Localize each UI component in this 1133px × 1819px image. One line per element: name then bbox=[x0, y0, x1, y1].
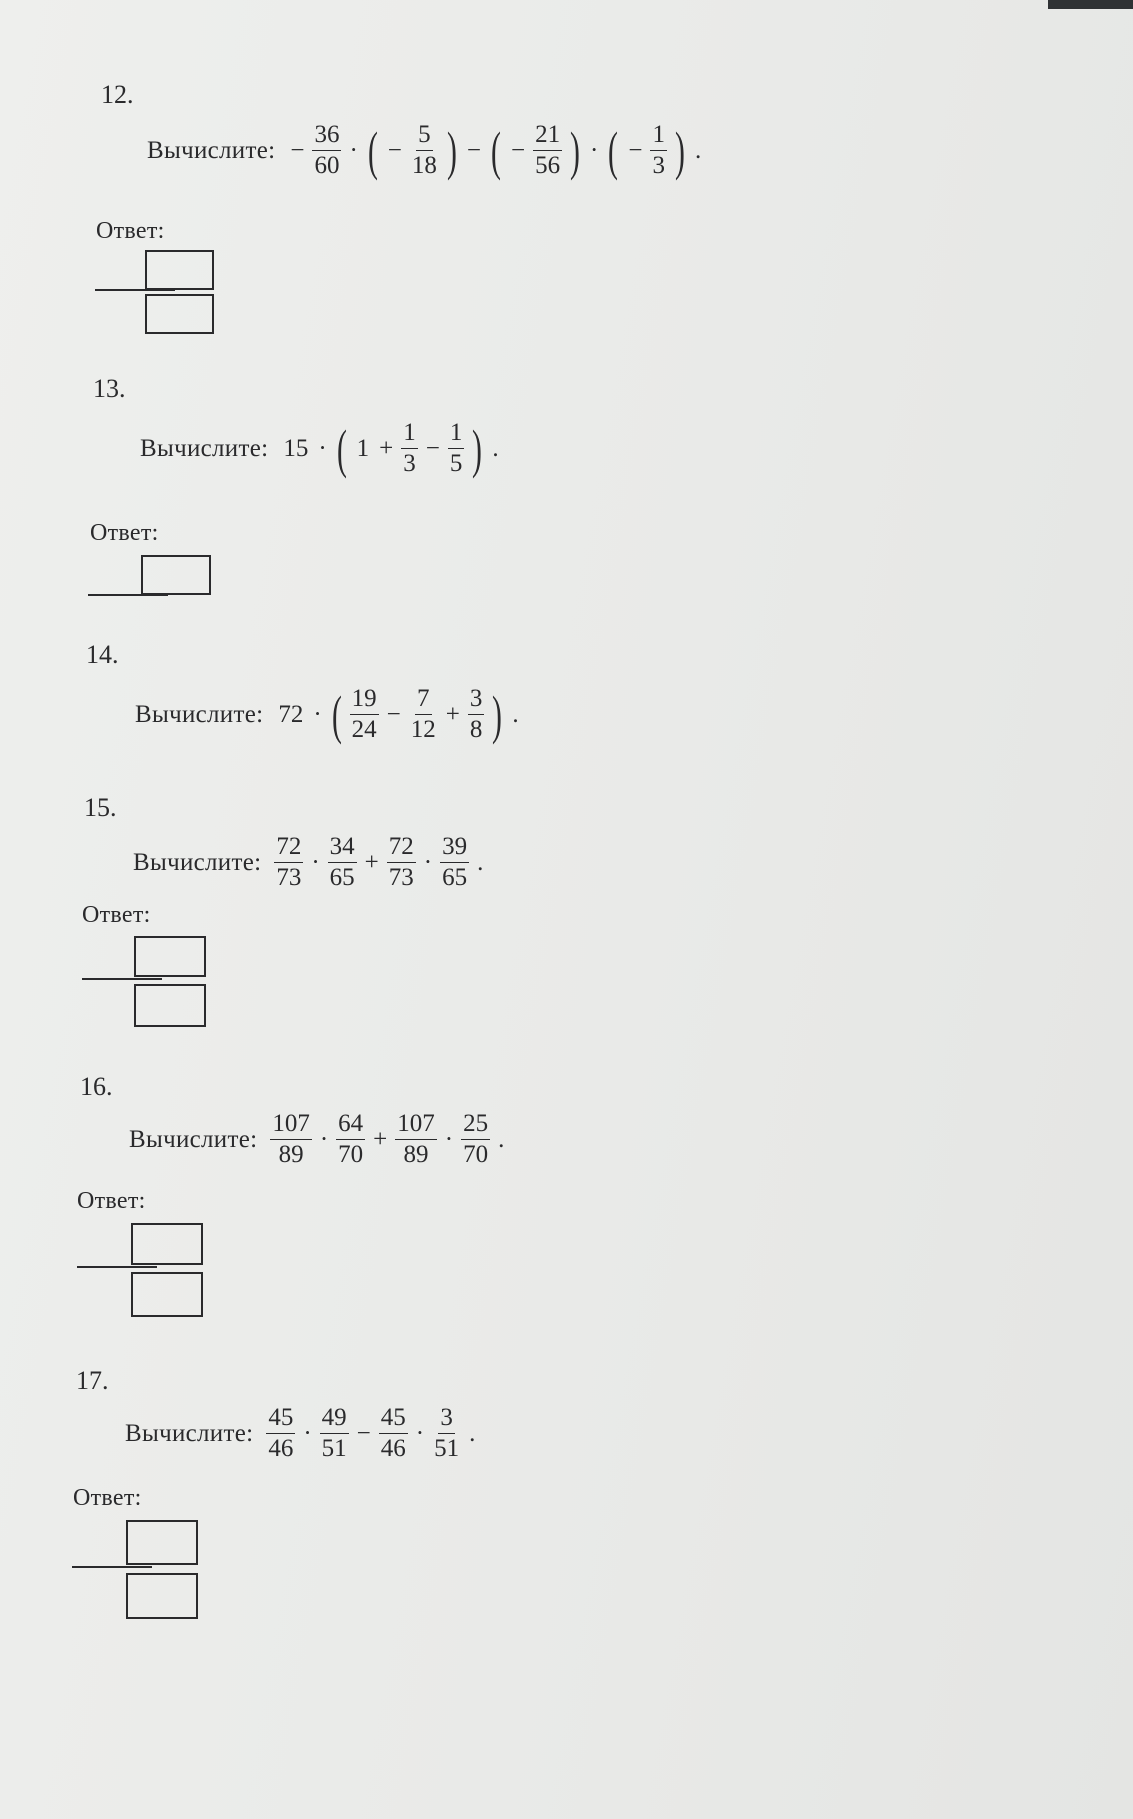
answer-denominator-box-12[interactable] bbox=[145, 294, 214, 334]
fraction-denominator: 46 bbox=[268, 1435, 294, 1463]
task-number-15: 15. bbox=[84, 793, 117, 822]
fraction bbox=[461, 1111, 490, 1169]
parenthesis: ( bbox=[367, 120, 378, 181]
task-label-14: Вычислите: bbox=[135, 700, 264, 728]
fraction-numerator: 19 bbox=[350, 686, 379, 715]
fraction bbox=[274, 834, 303, 892]
fraction-line-15 bbox=[82, 978, 162, 980]
fraction-denominator: 56 bbox=[535, 152, 561, 180]
math-symbol: 15 bbox=[283, 434, 309, 462]
math-symbol: · bbox=[349, 136, 358, 164]
math-symbol: · bbox=[311, 848, 320, 876]
math-symbol: − bbox=[510, 136, 526, 164]
math-symbol: . bbox=[512, 700, 519, 728]
fraction-denominator: 46 bbox=[380, 1435, 406, 1463]
fraction-numerator: 3 bbox=[468, 686, 485, 715]
fraction-numerator: 1 bbox=[650, 122, 667, 151]
math-symbol: · bbox=[423, 848, 433, 876]
parenthesis: ) bbox=[492, 684, 503, 745]
fraction-numerator: 49 bbox=[320, 1405, 349, 1434]
task-expression-14 bbox=[135, 686, 524, 744]
fraction-denominator: 73 bbox=[388, 864, 414, 892]
fraction-denominator: 89 bbox=[403, 1141, 429, 1169]
fraction bbox=[401, 420, 418, 478]
answer-label-15: Ответ: bbox=[82, 902, 151, 928]
fraction-numerator: 45 bbox=[379, 1405, 408, 1434]
fraction-line-17 bbox=[72, 1566, 152, 1568]
task-number-17: 17. bbox=[76, 1366, 109, 1395]
formula-14 bbox=[273, 686, 523, 744]
fraction-numerator: 72 bbox=[274, 834, 303, 863]
parenthesis: ) bbox=[570, 120, 581, 181]
parenthesis: ) bbox=[446, 120, 457, 181]
task-number-13: 13. bbox=[93, 374, 126, 403]
math-symbol: . bbox=[498, 1125, 505, 1153]
math-symbol: − bbox=[387, 136, 402, 164]
fraction bbox=[533, 122, 562, 180]
answer-label-16: Ответ: bbox=[77, 1188, 146, 1214]
task-label-12: Вычислите: bbox=[147, 136, 276, 164]
parenthesis: ) bbox=[675, 120, 685, 181]
task-number-12: 12. bbox=[101, 80, 134, 109]
fraction-denominator: 60 bbox=[314, 152, 340, 180]
fraction-numerator: 7 bbox=[415, 686, 432, 715]
task-expression-13 bbox=[140, 420, 504, 478]
math-symbol: · bbox=[415, 1419, 425, 1447]
math-symbol: − bbox=[466, 136, 481, 164]
formula-12 bbox=[285, 122, 706, 180]
fraction-denominator: 70 bbox=[463, 1141, 489, 1169]
parenthesis: ( bbox=[331, 684, 342, 745]
fraction bbox=[320, 1405, 349, 1463]
fraction-denominator: 12 bbox=[410, 716, 436, 744]
task-expression-16 bbox=[129, 1111, 509, 1169]
math-symbol: + bbox=[445, 700, 460, 728]
task-label-17: Вычислите: bbox=[125, 1419, 254, 1447]
fraction bbox=[270, 1111, 312, 1169]
fraction bbox=[468, 686, 485, 744]
math-symbol: · bbox=[444, 1125, 454, 1153]
fraction-numerator: 21 bbox=[533, 122, 562, 151]
answer-label-12: Ответ: bbox=[96, 218, 165, 244]
parenthesis: ) bbox=[472, 418, 483, 479]
fraction bbox=[409, 686, 438, 744]
fraction-line-12 bbox=[95, 289, 175, 291]
fraction bbox=[440, 834, 469, 892]
formula-13 bbox=[278, 420, 503, 478]
fraction-numerator: 39 bbox=[440, 834, 469, 863]
answer-denominator-box-16[interactable] bbox=[131, 1272, 203, 1317]
answer-denominator-box-17[interactable] bbox=[126, 1573, 198, 1619]
fraction bbox=[432, 1405, 461, 1463]
task-expression-17 bbox=[125, 1405, 480, 1463]
fraction-numerator: 1 bbox=[448, 420, 465, 449]
fraction bbox=[379, 1405, 408, 1463]
fraction-numerator: 64 bbox=[336, 1111, 365, 1140]
answer-label-13: Ответ: bbox=[90, 520, 159, 546]
task-expression-12 bbox=[147, 122, 706, 180]
math-symbol: + bbox=[379, 434, 394, 462]
fraction-denominator: 3 bbox=[403, 450, 416, 478]
fraction-denominator: 70 bbox=[338, 1141, 364, 1169]
answer-denominator-box-15[interactable] bbox=[134, 984, 206, 1027]
fraction-numerator: 107 bbox=[395, 1111, 437, 1140]
answer-box-13[interactable] bbox=[141, 555, 211, 595]
fraction-denominator: 18 bbox=[411, 152, 437, 180]
answer-numerator-box-17[interactable] bbox=[126, 1520, 198, 1565]
fraction-denominator: 8 bbox=[469, 716, 483, 744]
math-symbol: · bbox=[303, 1419, 312, 1447]
fraction-line-16 bbox=[77, 1266, 157, 1268]
answer-numerator-box-16[interactable] bbox=[131, 1223, 203, 1265]
fraction-numerator: 45 bbox=[266, 1405, 295, 1434]
answer-label-17: Ответ: bbox=[73, 1485, 142, 1511]
task-expression-15 bbox=[133, 834, 488, 892]
answer-numerator-box-15[interactable] bbox=[134, 936, 206, 977]
math-symbol: . bbox=[492, 434, 499, 462]
fraction-numerator: 3 bbox=[438, 1405, 455, 1434]
fraction-denominator: 65 bbox=[442, 864, 468, 892]
fraction bbox=[650, 122, 667, 180]
answer-line-13 bbox=[88, 594, 168, 596]
parenthesis: ( bbox=[608, 120, 619, 181]
math-symbol: 72 bbox=[278, 700, 304, 728]
math-symbol: + bbox=[364, 848, 379, 876]
page-corner-edge bbox=[1048, 0, 1133, 9]
fraction bbox=[395, 1111, 437, 1169]
fraction-denominator: 65 bbox=[329, 864, 355, 892]
fraction-numerator: 25 bbox=[461, 1111, 490, 1140]
fraction-numerator: 36 bbox=[312, 122, 341, 151]
math-symbol: − bbox=[356, 1419, 371, 1447]
math-symbol: · bbox=[313, 700, 322, 728]
formula-16 bbox=[267, 1111, 509, 1169]
math-symbol: − bbox=[628, 136, 643, 164]
math-symbol: · bbox=[318, 434, 327, 462]
task-label-13: Вычислите: bbox=[140, 434, 269, 462]
fraction-denominator: 51 bbox=[434, 1435, 460, 1463]
math-symbol: . bbox=[694, 136, 702, 164]
fraction-denominator: 89 bbox=[278, 1141, 304, 1169]
parenthesis: ( bbox=[336, 418, 347, 479]
fraction-denominator: 24 bbox=[351, 716, 377, 744]
fraction-denominator: 51 bbox=[321, 1435, 347, 1463]
fraction bbox=[312, 122, 341, 180]
fraction-denominator: 5 bbox=[449, 450, 463, 478]
fraction-numerator: 34 bbox=[328, 834, 357, 863]
math-symbol: . bbox=[477, 848, 484, 876]
fraction-numerator: 72 bbox=[387, 834, 416, 863]
math-symbol: · bbox=[319, 1125, 329, 1153]
parenthesis: ( bbox=[491, 120, 501, 181]
fraction-denominator: 73 bbox=[276, 864, 302, 892]
task-number-16: 16. bbox=[80, 1072, 113, 1101]
math-symbol: · bbox=[590, 136, 599, 164]
formula-15 bbox=[271, 834, 488, 892]
fraction bbox=[448, 420, 465, 478]
fraction bbox=[350, 686, 379, 744]
fraction-numerator: 1 bbox=[401, 420, 418, 449]
fraction-denominator: 3 bbox=[652, 152, 665, 180]
math-symbol: − bbox=[290, 136, 305, 164]
math-symbol: + bbox=[373, 1125, 388, 1153]
fraction bbox=[387, 834, 416, 892]
task-label-15: Вычислите: bbox=[133, 848, 262, 876]
math-symbol: . bbox=[469, 1419, 476, 1447]
math-symbol: 1 bbox=[356, 434, 370, 462]
fraction bbox=[410, 122, 439, 180]
fraction bbox=[328, 834, 357, 892]
fraction bbox=[336, 1111, 365, 1169]
fraction bbox=[266, 1405, 295, 1463]
math-symbol: − bbox=[386, 700, 401, 728]
fraction-numerator: 5 bbox=[416, 122, 433, 151]
answer-numerator-box-12[interactable] bbox=[145, 250, 214, 290]
math-symbol: − bbox=[425, 434, 440, 462]
task-label-16: Вычислите: bbox=[129, 1125, 258, 1153]
formula-17 bbox=[263, 1405, 480, 1463]
fraction-numerator: 107 bbox=[270, 1111, 312, 1140]
task-number-14: 14. bbox=[86, 640, 119, 669]
